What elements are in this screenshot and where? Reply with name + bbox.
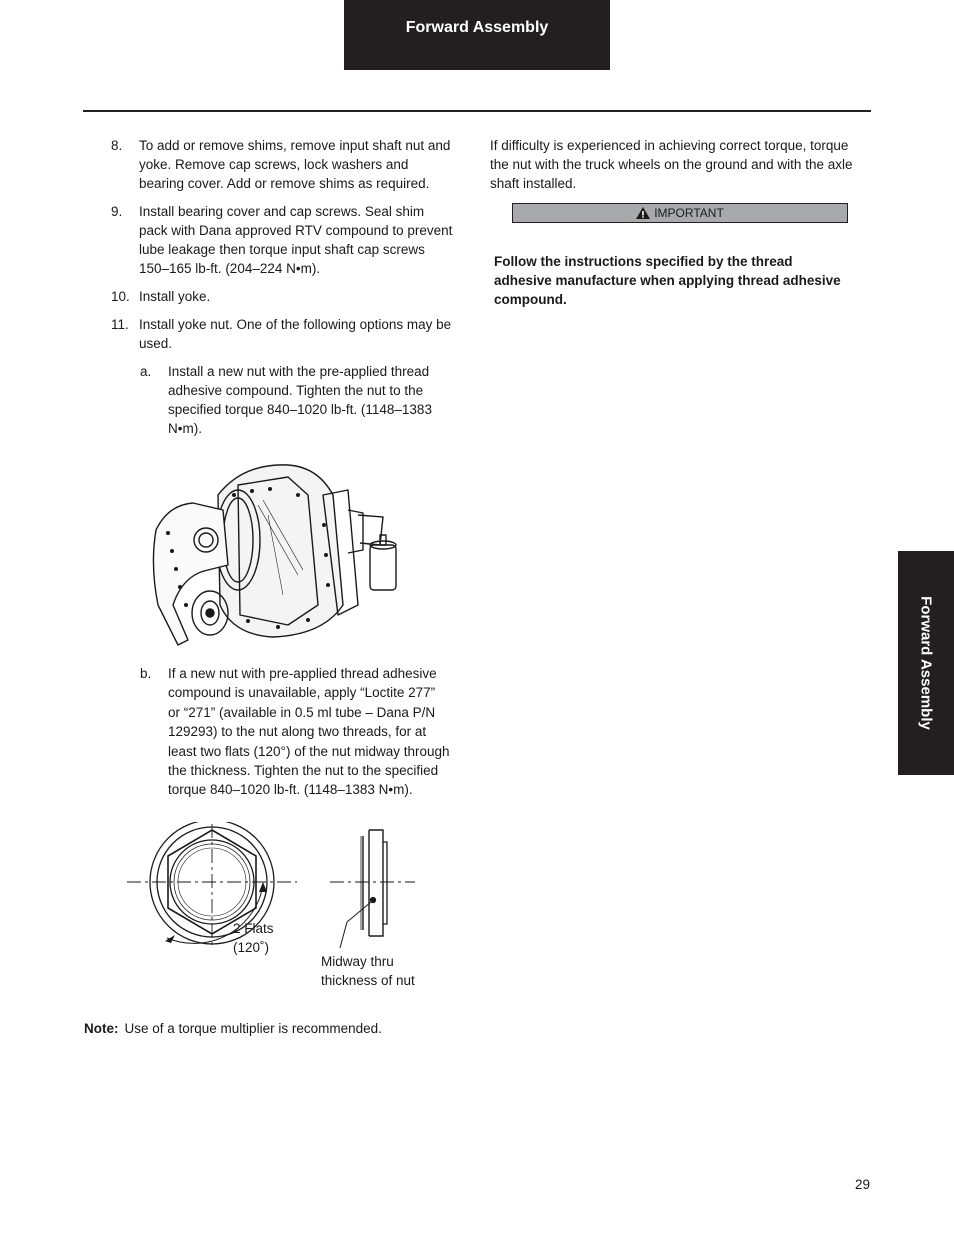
step-number: 11. xyxy=(111,317,129,332)
page-number: 29 xyxy=(855,1177,871,1192)
important-text: Follow the instructions specified by the thread adhesive manufacture when applying thread adhesive compound. xyxy=(494,254,841,307)
header-title: Forward Assembly xyxy=(405,19,549,36)
midway-label xyxy=(321,952,415,990)
header-tab xyxy=(344,0,610,70)
step-11 xyxy=(111,315,456,353)
flats-label xyxy=(233,919,274,957)
warning-icon xyxy=(636,207,650,219)
right-column xyxy=(490,136,855,193)
left-column xyxy=(111,136,456,447)
midway-label-line2: thickness of nut xyxy=(321,973,415,988)
note-label: Note: xyxy=(84,1021,119,1036)
step-number: 10. xyxy=(111,289,130,304)
substep-text: If a new nut with pre-applied thread adhesive compound is unavailable, apply “Loctite 277” or “271” (available in 0.5 ml tube – Dana P/N 129293) to the nut along two threads, for at least two flats (120°) of the nut midway through the thickness. Tighten the nut to the specified torque 840–1020 lb-ft. (1148–1383 N•m). xyxy=(168,666,450,798)
substep-b xyxy=(140,664,450,800)
note xyxy=(84,1021,382,1036)
header-rule xyxy=(83,110,871,112)
step-number: 8. xyxy=(111,138,123,153)
important-label: IMPORTANT xyxy=(654,206,724,220)
note-text: Use of a torque multiplier is recommended. xyxy=(124,1021,382,1036)
step-number: 9. xyxy=(111,204,123,219)
step-text: To add or remove shims, remove input shaft nut and yoke. Remove cap screws, lock washers and bearing cover. Add or remove shims as required. xyxy=(139,138,451,191)
substep-text: Install a new nut with the pre-applied thread adhesive compound. Tighten the nut to the specified torque 840–1020 lb-ft. (1148–1383 N•m). xyxy=(168,364,432,436)
flats-label-line2: (120˚) xyxy=(233,940,270,955)
substep-letter: b. xyxy=(140,666,152,681)
substep-letter: a. xyxy=(140,364,152,379)
substep-a xyxy=(140,362,456,438)
flats-label-line1: 2 Flats xyxy=(233,921,274,936)
step-text: Install yoke. xyxy=(139,289,211,304)
step-8 xyxy=(111,136,456,193)
step-text: Install bearing cover and cap screws. Seal shim pack with Dana approved RTV compound to prevent lube leakage then torque input shaft cap screws 150–165 lb-ft. (204–224 N•m). xyxy=(139,204,453,276)
carrier-assembly-illustration xyxy=(148,455,408,650)
side-tab-label: Forward Assembly xyxy=(917,596,935,730)
step-text: Install yoke nut. One of the following options may be used. xyxy=(139,317,452,351)
midway-label-line1: Midway thru xyxy=(321,954,394,969)
side-tab xyxy=(898,551,954,775)
torque-paragraph: If difficulty is experienced in achieving correct torque, torque the nut with the truck wheels on the ground and with the axle shaft installed. xyxy=(490,138,853,191)
step-10 xyxy=(111,287,456,306)
step-9 xyxy=(111,202,456,278)
important-banner xyxy=(512,203,848,223)
